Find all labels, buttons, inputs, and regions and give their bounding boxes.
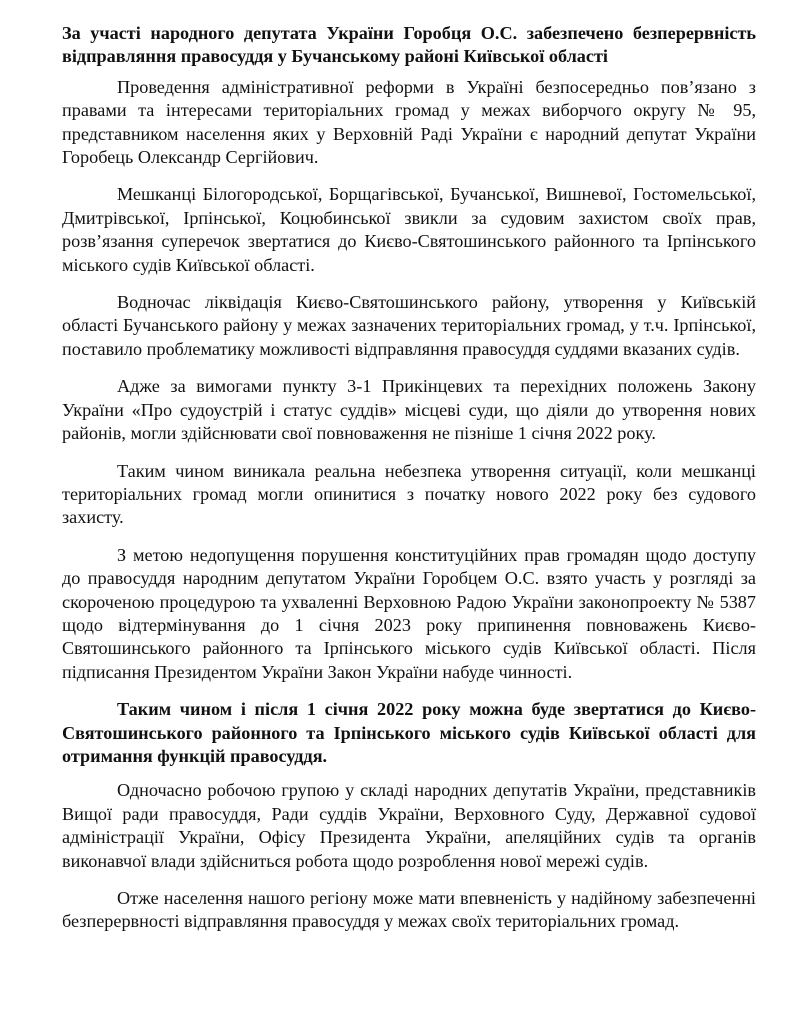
document-page (62, 22, 756, 948)
paragraph-final: Отже населення нашого регіону може мати впевненість у надійному забезпеченні безперервності відправляння правосуддя у межах своїх територіальних громад. (62, 888, 756, 932)
paragraph-bill-5387: З метою недопущення порушення конституційних прав громадян щодо доступу до правосуддя народним депутатом України Горобцем О.С. взято участь у розгляді за скороченою процедурою та ухваленні Верховною Радою України законопроекту № 5387 щодо відтермінування до 1 січня 2023 року припинення повноважень Києво-Святошинського районного та Ірпінського міського судів Київської області. Після підписання Президентом України Закон України набуде чинності. (62, 544, 756, 682)
paragraph-danger: Таким чином виникала реальна небезпека утворення ситуації, коли мешканці територіальних громад могли опинитися з початку нового 2022 року без судового захисту. (62, 460, 756, 528)
paragraph-residents: Мешканці Білогородської, Борщагівської, Бучанської, Вишневої, Гостомельської, Дмитрівської, Ірпінської, Коцюбинської звикли за судовим захистом своїх прав, розв’язання суперечок звертатися до Києво-Святошинського районного та Ірпінського міського судів Київської області. (62, 184, 756, 275)
paragraph-law-requirements: Адже за вимогами пункту 3-1 Прикінцевих та перехідних положень Закону України «Про судоустрій і статус суддів» місцеві суди, що діяли до утворення нових районів, могли здійснювати свої повноваження не пізніше 1 січня 2022 року. (62, 376, 756, 444)
paragraph-conclusion-bold: Таким чином і після 1 січня 2022 року можна буде звертатися до Києво-Святошинського районного та Ірпінського міського судів Київської області для отримання функцій правосуддя. (62, 699, 756, 766)
paragraph-working-group: Одночасно робочою групою у складі народних депутатів України, представників Вищої ради правосуддя, Ради суддів України, Верховного Суду, Державної судової адміністрації України, Офісу Президента України, апеляційних судів та органів виконавчої влади здійсниться робота щодо розроблення нової мережі судів. (62, 780, 756, 871)
paragraph-liquidation: Водночас ліквідація Києво-Святошинського району, утворення у Київській області Бучанського району у межах зазначених територіальних громад, у т.ч. Ірпінської, поставило проблематику можливості відправляння правосуддя суддями вказаних судів. (62, 292, 756, 359)
paragraph-admin-reform: Проведення адміністративної реформи в Україні безпосередньо пов’язано з правами та інтересами територіальних громад у межах виборчого округу № 95, представником населення яких у Верховній Раді України є народний депутат України Горобець Олександр Сергійович. (62, 76, 756, 168)
document-title: За участі народного депутата України Горобця О.С. забезпечено безперервність відправляння правосуддя у Бучанському районі Київської області (62, 23, 756, 67)
